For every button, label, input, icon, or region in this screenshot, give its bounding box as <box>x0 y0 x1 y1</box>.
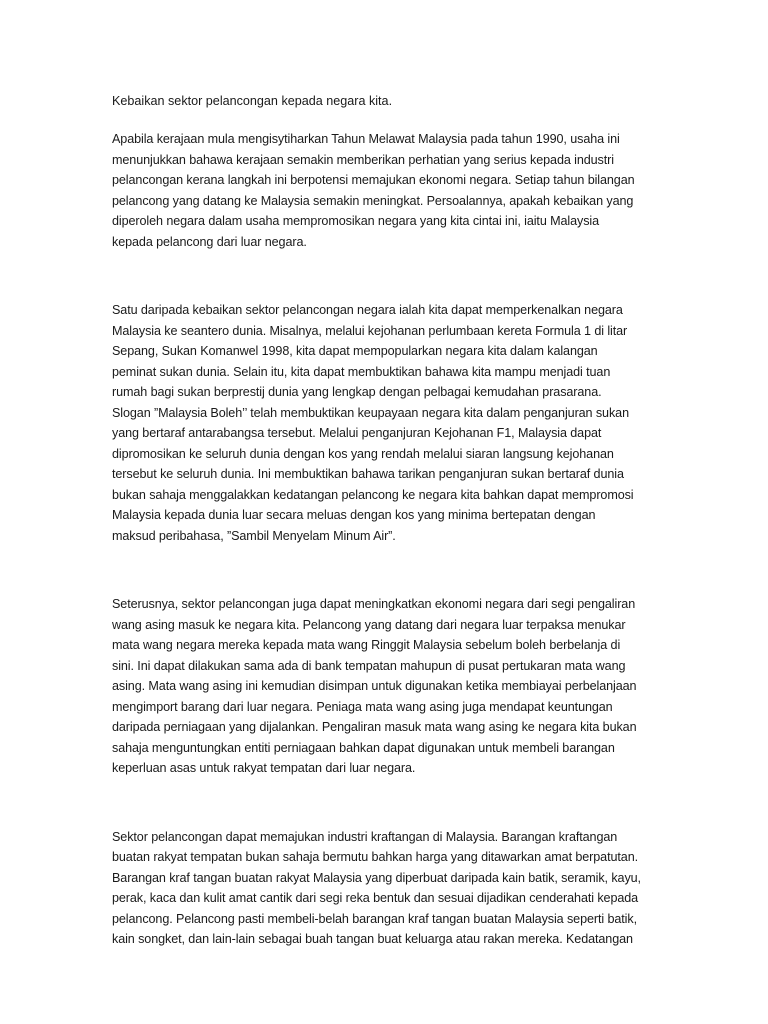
paragraph-foreign-currency: Seterusnya, sektor pelancongan juga dapat meningkatkan ekonomi negara dari segi pengaliran wang asing masuk ke negara kita. Pelancong yang datang dari negara luar terpaksa menukar mata wang negara mereka kepada mata wang Ringgit Malaysia sebelum boleh berbelanja di sini. Ini dapat dilakukan sama ada di bank tempatan mahupun di pusat pertukaran mata wang asing. Mata wang asing ini kemudian disimpan untuk digunakan ketika membiayai perbelanjaan mengimport barang dari luar negara. Peniaga mata wang asing juga mendapat keuntungan daripada perniagaan yang dijalankan. Pengaliran masuk mata wang asing ke negara kita bukan sahaja menguntungkan entiti perniagaan bahkan dapat digunakan untuk membeli barangan keperluan asas untuk rakyat tempatan dari luar negara. <box>112 597 637 775</box>
paragraph-introduction: Apabila kerajaan mula mengisytiharkan Tahun Melawat Malaysia pada tahun 1990, usaha ini menunjukkan bahawa kerajaan semakin memberikan perhatian yang serius kepada industri pelancongan kerana langkah ini berpotensi memajukan ekonomi negara. Setiap tahun bilangan pelancong yang datang ke Malaysia semakin meningkat. Persoalannya, apakah kebaikan yang diperoleh negara dalam usaha mempromosikan negara yang kita cintai ini, iaitu Malaysia kepada pelancong dari luar negara. <box>112 132 635 249</box>
paragraph-handicraft: Sektor pelancongan dapat memajukan industri kraftangan di Malaysia. Barangan kraftangan buatan rakyat tempatan bukan sahaja bermutu bahkan harga yang ditawarkan amat berpatutan. Barangan kraf tangan buatan rakyat Malaysia yang diperbuat daripada kain batik, seramik, kayu, perak, kaca dan kulit amat cantik dari segi reka bentuk dan sesuai dijadikan cenderahati kepada pelancong. Pelancong pasti membeli-belah barangan kraf tangan buatan Malaysia seperti batik, kain songket, dan lain-lain sebagai buah tangan buat keluarga atau rakan mereka. Kedatangan <box>112 829 641 946</box>
paragraph-promote-malaysia: Satu daripada kebaikan sektor pelancongan negara ialah kita dapat memperkenalkan negara Malaysia ke seantero dunia. Misalnya, melalui kejohanan perlumbaan kereta Formula 1 di litar Sepang, Sukan Komanwel 1998, kita dapat mempopularkan negara kita dalam kalangan peminat sukan dunia. Selain itu, kita dapat membuktikan bahawa kita mampu menjadi tuan rumah bagi sukan berprestij dunia yang lengkap dengan pelbagai kemudahan prasarana. Slogan ”Malaysia Boleh’’ telah membuktikan keupayaan negara kita dalam penganjuran sukan yang bertaraf antarabangsa tersebut. Melalui penganjuran Kejohanan F1, Malaysia dapat dipromosikan ke seluruh dunia dengan kos yang rendah melalui siaran langsung kejohanan tersebut ke seluruh dunia. Ini membuktikan bahawa tarikan penganjuran sukan bertaraf dunia bukan sahaja menggalakkan kedatangan pelancong ke negara kita bahkan dapat mempromosi Malaysia kepada dunia luar secara meluas dengan kos yang minima bertepatan dengan maksud peribahasa, ”Sambil Menyelam Minum Air”. <box>112 303 634 543</box>
document-title: Kebaikan sektor pelancongan kepada negara kita. <box>112 94 393 108</box>
document-page <box>112 91 642 950</box>
